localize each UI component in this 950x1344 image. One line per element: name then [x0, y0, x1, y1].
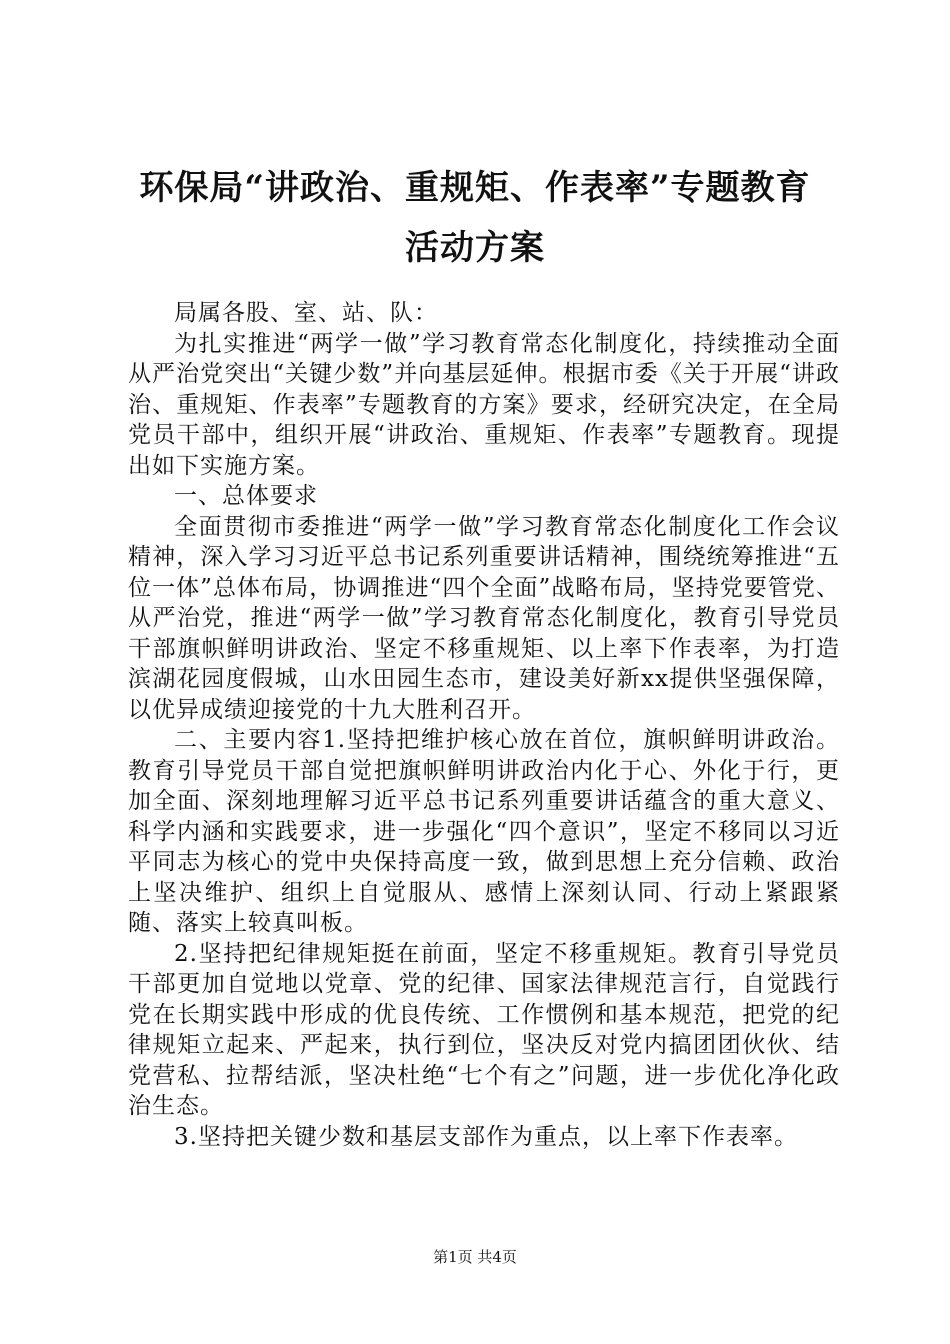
paragraph-main-content-1: 二、主要内容1.坚持把维护核心放在首位，旗帜鲜明讲政治。教育引导党员干部自觉把旗帜鲜明讲政治内化于心、外化于行，更加全面、深刻地理解习近平总书记系列重要讲话蕴含的重大意义、科学内涵和实践要求，进一步强化“四个意识”，坚定不移同以习近平同志为核心的党中央保持高度一致，做到思想上充分信赖、政治上坚决维护、组织上自觉服从、感情上深刻认同、行动上紧跟紧随、落实上较真叫板。	[128, 727, 840, 936]
document-title-line-2: 活动方案	[405, 228, 545, 268]
section-heading-general-requirements: 一、总体要求	[174, 483, 318, 509]
document-body	[128, 298, 840, 1152]
paragraph-main-content-2: 2.坚持把纪律规矩挺在前面，坚定不移重规矩。教育引导党员干部更加自觉地以党章、党的纪律、国家法律规范言行，自觉践行党在长期实践中形成的优良传统、工作惯例和基本规范，把党的纪律规矩立起来、严起来，执行到位，坚决反对党内搞团团伙伙、结党营私、拉帮结派，坚决杜绝“七个有之”问题，进一步优化净化政治生态。	[128, 940, 840, 1119]
document-title-line-1: 环保局“讲政治、重规矩、作表率”专题教育	[139, 168, 811, 208]
page-number-footer: 第1页 共4页	[433, 1248, 517, 1266]
paragraph-main-content-3: 3.坚持把关键少数和基层支部作为重点，以上率下作表率。	[174, 1123, 798, 1150]
paragraph-intro: 为扎实推进“两学一做”学习教育常态化制度化，持续推动全面从严治党突出“关键少数”并向基层延伸。根据市委《关于开展“讲政治、重规矩、作表率”专题教育的方案》要求，经研究决定，在全局党员干部中，组织开展“讲政治、重规矩、作表率”专题教育。现提出如下实施方案。	[128, 330, 840, 479]
paragraph-general-requirements: 全面贯彻市委推进“两学一做”学习教育常态化制度化工作会议精神，深入学习习近平总书记系列重要讲话精神，围绕统筹推进“五位一体”总体布局，协调推进“四个全面”战略布局，坚持党要管党、从严治党，推进“两学一做”学习教育常态化制度化，教育引导党员干部旗帜鲜明讲政治、坚定不移重规矩、以上率下作表率，为打造滨湖花园度假城，山水田园生态市，建设美好新xx提供坚强保障，以优异成绩迎接党的十九大胜利召开。	[128, 513, 840, 723]
salutation: 局属各股、室、站、队：	[174, 300, 438, 326]
